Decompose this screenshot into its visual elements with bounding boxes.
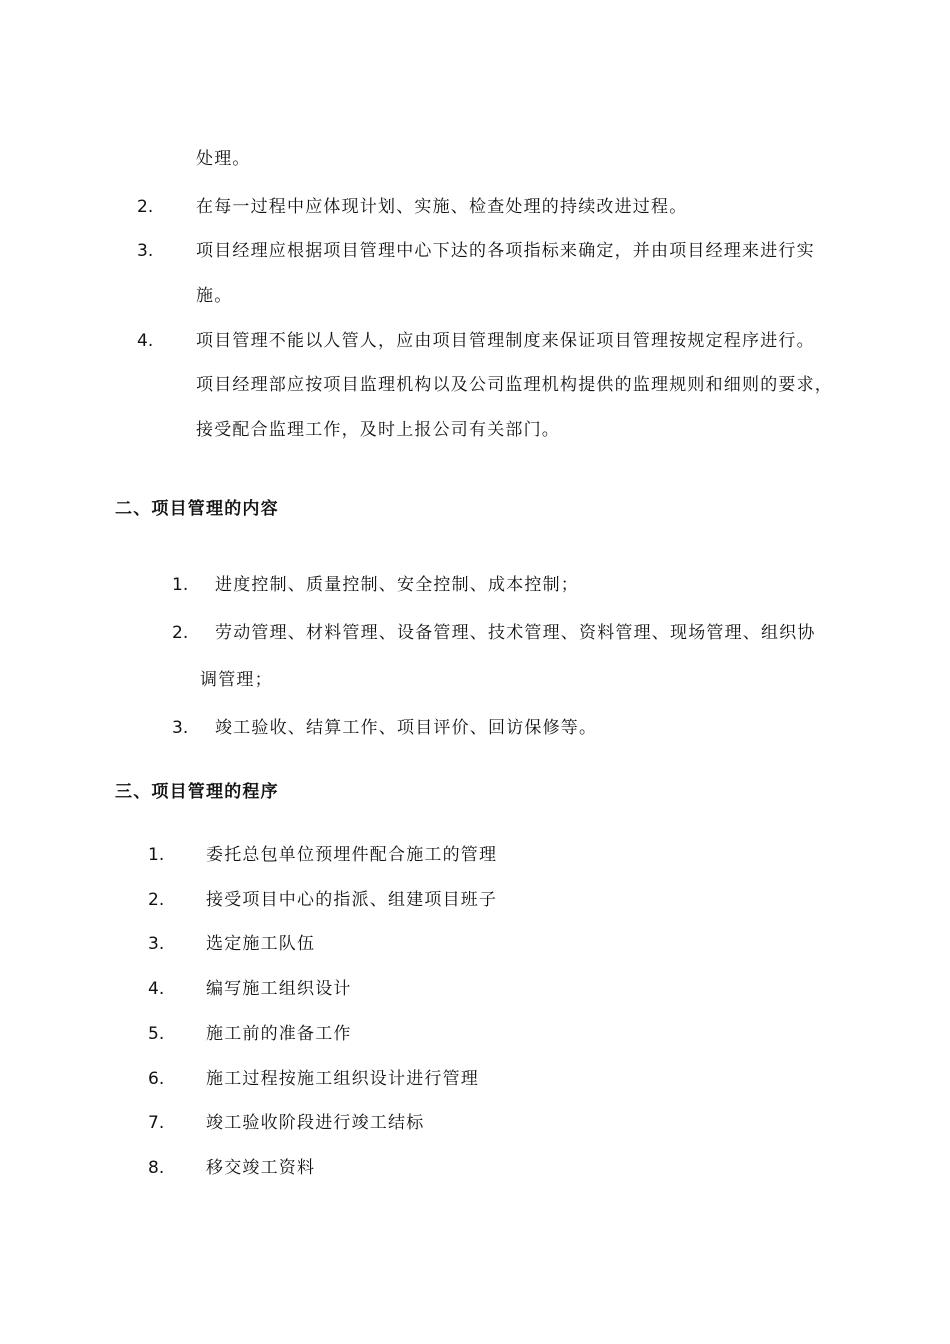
list-item-text: 委托总包单位预埋件配合施工的管理	[206, 845, 498, 865]
list-number: 2.	[137, 197, 154, 217]
list-item-text: 调管理；	[200, 670, 273, 690]
list-item-text: 施工过程按施工组织设计进行管理	[206, 1069, 479, 1089]
list-number: 3.	[148, 934, 165, 954]
list-item-text: 竣工验收阶段进行竣工结标	[206, 1113, 425, 1133]
list-number: 8.	[148, 1158, 165, 1178]
section-heading: 二、项目管理的内容	[115, 499, 279, 519]
list-item-text: 施工前的准备工作	[206, 1024, 352, 1044]
list-number: 1.	[172, 575, 189, 595]
list-item-text: 编写施工组织设计	[206, 979, 352, 999]
list-number: 2.	[148, 890, 165, 910]
list-number: 1.	[148, 845, 165, 865]
list-item-text: 进度控制、质量控制、安全控制、成本控制；	[215, 575, 579, 595]
list-number: 4.	[148, 979, 165, 999]
list-item-text: 项目经理部应按项目监理机构以及公司监理机构提供的监理规则和细则的要求，	[196, 375, 833, 395]
list-item-text: 移交竣工资料	[206, 1158, 316, 1178]
list-item-text: 项目经理应根据项目管理中心下达的各项指标来确定，并由项目经理来进行实	[196, 241, 815, 261]
list-item-text: 竣工验收、结算工作、项目评价、回访保修等。	[215, 718, 598, 738]
list-number: 2.	[172, 623, 189, 643]
list-item-text: 接受项目中心的指派、组建项目班子	[206, 890, 498, 910]
list-item-text: 施。	[196, 286, 233, 306]
list-item-text: 劳动管理、材料管理、设备管理、技术管理、资料管理、现场管理、组织协	[215, 623, 816, 643]
list-item-text: 项目管理不能以人管人，应由项目管理制度来保证项目管理按规定程序进行。	[196, 331, 815, 351]
list-number: 5.	[148, 1024, 165, 1044]
list-item-text: 在每一过程中应体现计划、实施、检查处理的持续改进过程。	[196, 197, 688, 217]
list-number: 7.	[148, 1113, 165, 1133]
list-item-text: 选定施工队伍	[206, 934, 316, 954]
list-number: 3.	[137, 241, 154, 261]
list-number: 3.	[172, 718, 189, 738]
list-number: 6.	[148, 1069, 165, 1089]
list-item-text: 接受配合监理工作，及时上报公司有关部门。	[196, 420, 560, 440]
section-heading: 三、项目管理的程序	[115, 782, 279, 802]
paragraph-continuation: 处理。	[196, 149, 251, 169]
list-number: 4.	[137, 331, 154, 351]
